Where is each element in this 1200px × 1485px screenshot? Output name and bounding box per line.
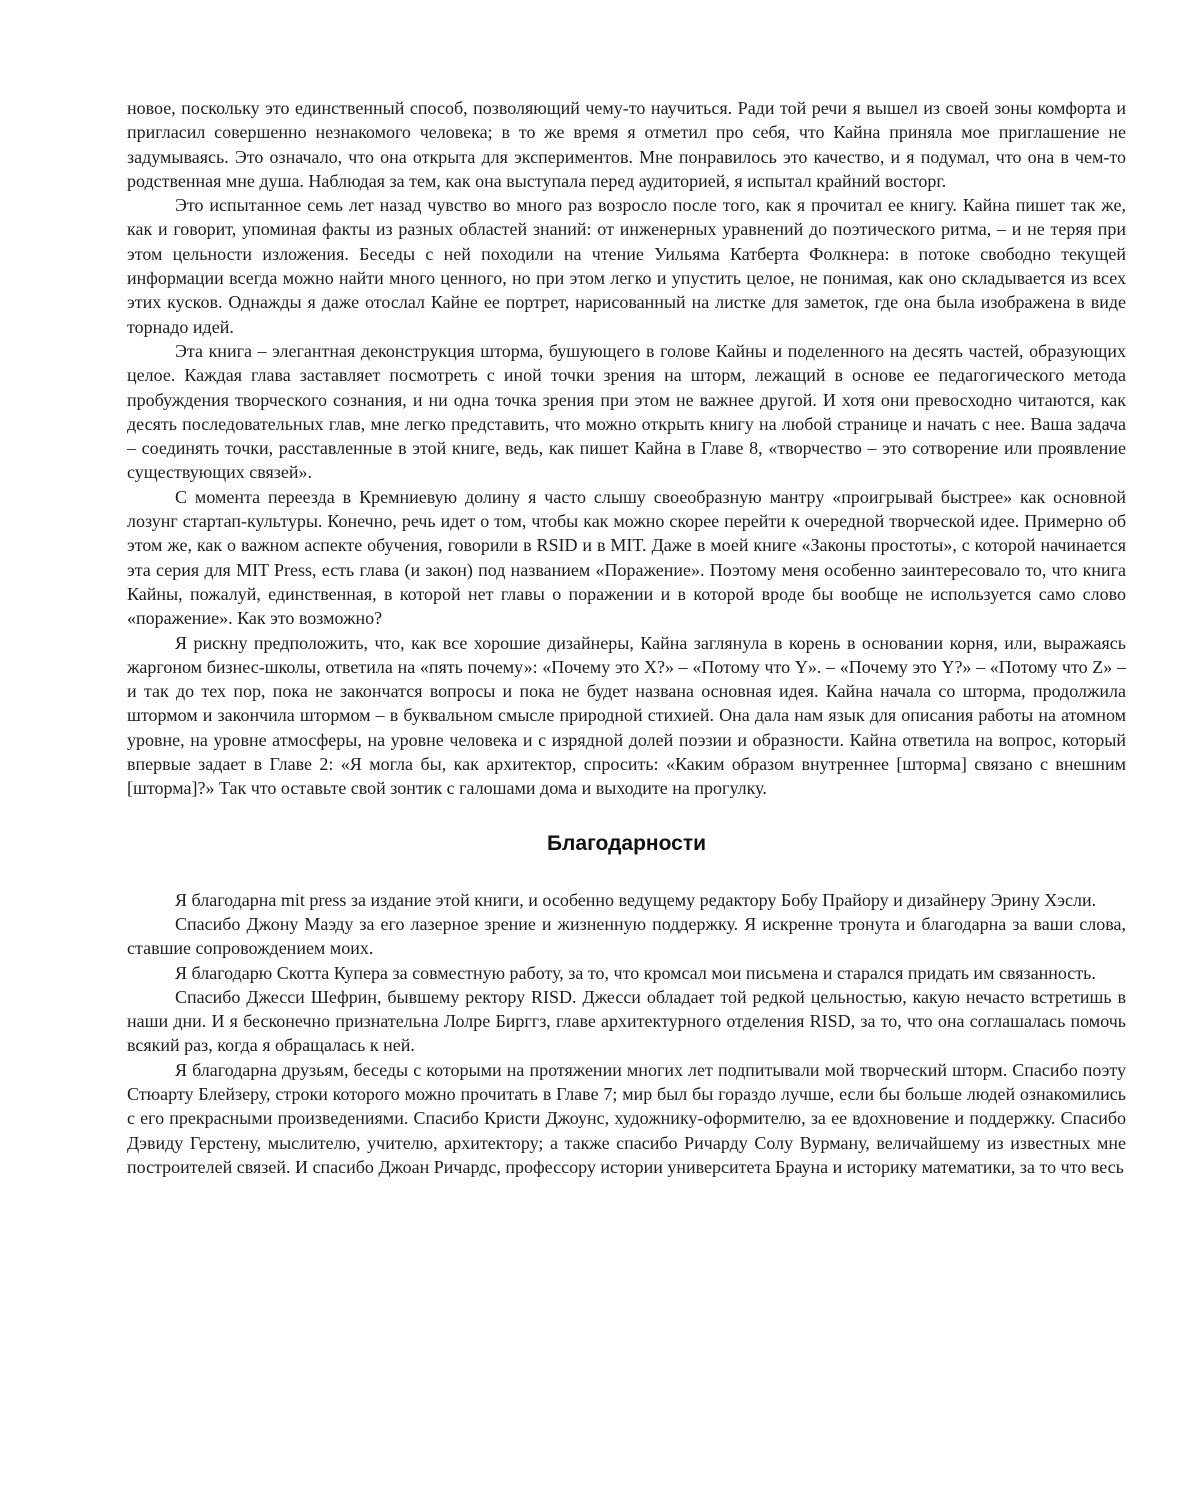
section-heading: Благодарности bbox=[546, 831, 707, 855]
document-page bbox=[127, 96, 1126, 1179]
paragraph: Я благодарна mit press за издание этой книги, и особенно ведущему редактору Бобу Прайору и дизайнеру Эрину Хэсли. bbox=[175, 889, 1097, 910]
paragraph: Я благодарю Скотта Купера за совместную работу, за то, что кромсал мои письмена и старался придать им связанность. bbox=[175, 962, 1096, 983]
paragraph: С момента переезда в Кремниевую долину я часто слышу своеобразную мантру «проигрывай быстрее» как основной лозунг стартап-культуры. Конечно, речь идет о том, чтобы как можно скорее перейти к очередной творческой идее. Примерно об этом же, как о важном аспекте обучения, говорили в RSID и в MIT. Даже в моей книге «Законы простоты», с которой начинается эта серия для MIT Press, есть глава (и закон) под названием «Поражение». Поэтому меня особенно заинтересовало то, что книга Кайны, пожалуй, единственная, в которой нет главы о поражении и в которой вроде бы вообще не используется само слово «поражение». Как это возможно? bbox=[127, 486, 1126, 629]
paragraph: Это испытанное семь лет назад чувство во много раз возросло после того, как я прочитал ее книгу. Кайна пишет так же, как и говорит, упоминая факты из разных областей знаний: от инженерных уравнений до поэтического ритма, – и не теряя при этом цельности изложения. Беседы с ней походили на чтение Уильяма Катберта Фолкнера: в потоке свободно текущей информации всегда можно найти много ценного, но при этом легко и упустить целое, не понимая, как оно складывается из всех этих кусков. Однажды я даже отослал Кайне ее портрет, нарисованный на листке для заметок, где она была изображена в виде торнадо идей. bbox=[127, 195, 1126, 337]
paragraph: Я рискну предположить, что, как все хорошие дизайнеры, Кайна заглянула в корень в основании корня, или, выражаясь жаргоном бизнес-школы, ответила на «пять почему»: «Почему это X?» – «Потому что Y». – «Почему это Y?» – «Потому что Z» – и так до тех пор, пока не закончатся вопросы и пока не будет названа основная идея. Кайна начала со шторма, продолжила штормом и закончила штормом – в буквальном смысле природной стихией. Она дала нам язык для описания работы на атомном уровне, на уровне атмосферы, на уровне человека и с изрядной долей поэзии и образности. Кайна ответила на вопрос, который впервые задает в Главе 2: «Я могла бы, как архитектор, спросить: «Каким образом внутреннее [шторма] связано с внешним [шторма]?» Так что оставьте свой зонтик с галошами дома и выходите на прогулку. bbox=[127, 632, 1126, 799]
paragraph: Я благодарна друзьям, беседы с которыми на протяжении многих лет подпитывали мой творческий шторм. Спасибо поэту Стюарту Блейзеру, строки которого можно прочитать в Главе 7; мир был бы гораздо лучше, если бы больше людей ознакомились с его прекрасными произведениями. Спасибо Кристи Джоунс, художнику-оформителю, за ее вдохновение и поддержку. Спасибо Дэвиду Герстену, мыслителю, учителю, архитектору; а также спасибо Ричарду Солу Вурману, величайшему из известных мне построителей связей. И спасибо Джоан Ричардс, профессору истории университета Брауна и историку математики, за то что весь bbox=[127, 1059, 1126, 1177]
paragraph: Эта книга – элегантная деконструкция шторма, бушующего в голове Кайны и поделенного на десять частей, образующих целое. Каждая глава заставляет посмотреть с иной точки зрения на шторм, лежащий в основе ее педагогического метода пробуждения творческого сознания, и ни одна точка зрения при этом не важнее другой. И хотя они превосходно читаются, как десять последовательных глав, мне легко представить, что можно открыть книгу на любой странице и начать с нее. Ваша задача – соединять точки, расставленные в этой книге, ведь, как пишет Кайна в Главе 8, «творчество – это сотворение или проявление существующих связей». bbox=[127, 340, 1126, 483]
paragraph: новое, поскольку это единственный способ, позволяющий чему-то научиться. Ради той речи я вышел из своей зоны комфорта и пригласил совершенно незнакомого человека; в то же время я отметил про себя, что Кайна приняла мое приглашение не задумываясь. Это означало, что она открыта для экспериментов. Мне понравилось это качество, и я подумал, что она в чем-то родственная мне душа. Наблюдая за тем, как она выступала перед аудиторией, я испытал крайний восторг. bbox=[127, 98, 1126, 191]
paragraph: Спасибо Джесси Шефрин, бывшему ректору RISD. Джесси обладает той редкой цельностью, какую нечасто встретишь в наши дни. И я бесконечно признательна Лолре Бирггз, главе архитектурного отделения RISD, за то, что она соглашалась помочь всякий раз, когда я обращалась к ней. bbox=[127, 986, 1126, 1056]
paragraph: Спасибо Джону Маэду за его лазерное зрение и жизненную поддержку. Я искренне тронута и благодарна за ваши слова, ставшие сопровождением моих. bbox=[127, 913, 1126, 959]
